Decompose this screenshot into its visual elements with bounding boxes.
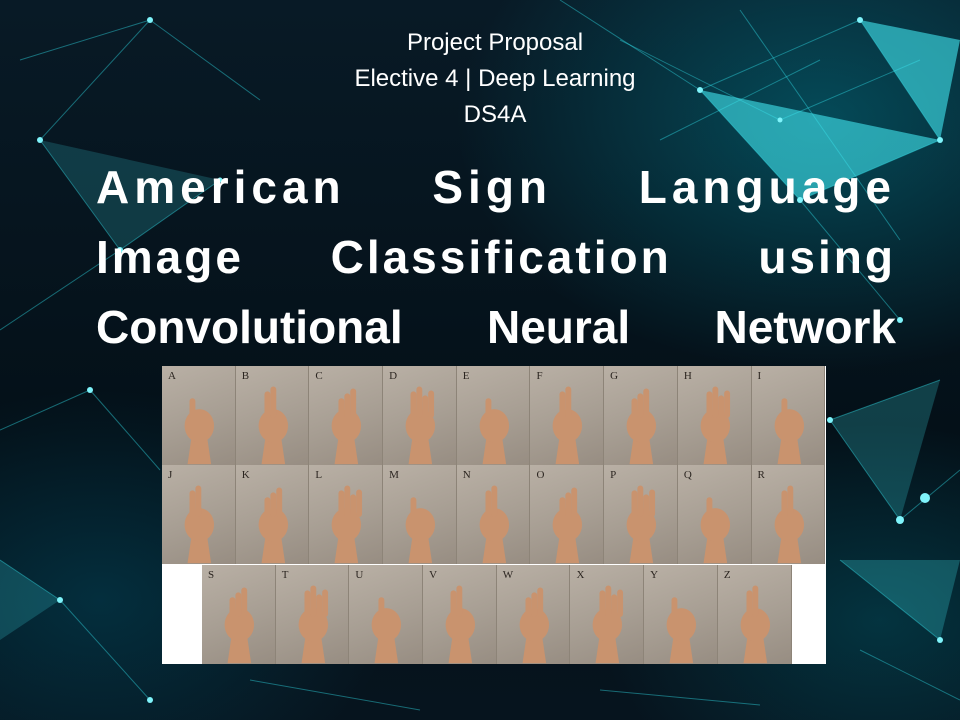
finger-shape: [276, 487, 282, 516]
finger-shape: [643, 494, 649, 517]
finger-shape: [566, 387, 572, 418]
palm-shape: [700, 508, 729, 541]
finger-shape: [560, 391, 566, 418]
finger-shape: [618, 589, 624, 617]
asl-letter-cell: [752, 465, 826, 564]
finger-shape: [718, 395, 724, 418]
asl-letter-cell: [309, 366, 383, 465]
finger-shape: [612, 594, 618, 617]
asl-letter-label: E: [462, 370, 470, 382]
finger-shape: [411, 391, 417, 418]
finger-shape: [752, 586, 758, 617]
hand-sign-icon: [162, 366, 235, 465]
asl-row-1: [162, 366, 825, 465]
finger-shape: [264, 391, 270, 418]
finger-shape: [525, 597, 531, 617]
asl-letter-cell: [349, 565, 423, 664]
finger-shape: [724, 390, 730, 418]
asl-letter-cell: [457, 465, 531, 564]
finger-shape: [560, 497, 566, 517]
asl-letter-cell: [678, 366, 752, 465]
finger-shape: [345, 486, 351, 517]
finger-shape: [566, 492, 572, 517]
finger-shape: [632, 490, 638, 517]
finger-shape: [485, 490, 491, 517]
finger-shape: [235, 592, 241, 617]
finger-shape: [451, 590, 457, 617]
asl-letter-label: U: [355, 569, 364, 581]
asl-letter-label: I: [757, 370, 762, 382]
hand-sign-icon: [530, 465, 603, 564]
finger-shape: [531, 592, 537, 617]
hand-sign-icon: [383, 465, 456, 564]
asl-letter-cell: [752, 366, 826, 465]
finger-shape: [241, 587, 247, 616]
asl-letter-label: P: [610, 469, 617, 481]
finger-shape: [339, 398, 345, 418]
asl-letter-cell: [383, 465, 457, 564]
asl-letter-label: M: [389, 469, 399, 481]
finger-shape: [270, 492, 276, 517]
asl-letter-cell: [383, 366, 457, 465]
hand-sign-icon: [457, 366, 530, 465]
asl-letter-label: Z: [723, 569, 731, 581]
finger-shape: [351, 388, 357, 417]
asl-letter-cell: [497, 565, 571, 664]
asl-letter-label: N: [462, 469, 471, 481]
finger-shape: [316, 594, 322, 617]
subtitle-line-2: Elective 4 | Deep Learning: [354, 65, 636, 92]
finger-shape: [416, 387, 422, 418]
asl-letter-cell: [236, 366, 310, 465]
palm-shape: [479, 409, 508, 442]
asl-letter-cell: [202, 565, 276, 664]
hand-sign-icon: [349, 565, 422, 664]
finger-shape: [422, 395, 428, 418]
subtitle-line-1: Project Proposal: [406, 29, 584, 56]
finger-shape: [230, 597, 236, 617]
asl-letter-label: G: [610, 370, 619, 382]
finger-shape: [781, 490, 787, 517]
asl-letter-cell: [162, 366, 236, 465]
asl-letter-label: S: [208, 569, 215, 581]
asl-letter-cell: [236, 465, 310, 564]
asl-letter-cell: [570, 565, 644, 664]
hand-sign-icon: [236, 366, 309, 465]
finger-shape: [270, 387, 276, 418]
finger-shape: [428, 390, 434, 418]
finger-shape: [357, 489, 363, 517]
palm-shape: [774, 409, 803, 442]
hand-sign-icon: [678, 465, 751, 564]
finger-shape: [322, 589, 328, 617]
hand-sign-icon: [276, 565, 349, 664]
finger-shape: [600, 590, 606, 617]
finger-shape: [195, 486, 201, 517]
hand-sign-icon: [604, 465, 677, 564]
asl-letter-cell: [276, 565, 350, 664]
hand-sign-icon: [530, 366, 603, 465]
palm-shape: [406, 508, 435, 541]
asl-letter-cell: [604, 465, 678, 564]
asl-letter-label: J: [168, 469, 173, 481]
asl-letter-label: H: [683, 370, 692, 382]
subtitle-line-3: DS4A: [463, 101, 527, 128]
hand-sign-icon: [202, 565, 275, 664]
hand-sign-icon: [752, 465, 825, 564]
finger-shape: [190, 398, 196, 418]
hand-sign-icon: [644, 565, 717, 664]
asl-row-2: [162, 465, 825, 564]
asl-letter-label: K: [241, 469, 250, 481]
hand-sign-icon: [236, 465, 309, 564]
asl-letter-label: T: [281, 569, 289, 581]
hand-sign-icon: [718, 565, 791, 664]
finger-shape: [632, 398, 638, 418]
asl-letter-label: V: [429, 569, 438, 581]
finger-shape: [746, 590, 752, 617]
finger-shape: [190, 490, 196, 517]
asl-letter-cell: [309, 465, 383, 564]
finger-shape: [411, 497, 417, 517]
finger-shape: [706, 391, 712, 418]
hand-sign-icon: [497, 565, 570, 664]
asl-letter-label: O: [536, 469, 545, 481]
hand-sign-icon: [752, 366, 825, 465]
asl-row-3: [202, 565, 792, 664]
asl-letter-cell: [644, 565, 718, 664]
title-line-2: Image Classification using: [96, 231, 896, 283]
asl-letter-label: D: [389, 370, 398, 382]
asl-letter-label: F: [536, 370, 543, 382]
palm-shape: [667, 608, 696, 641]
finger-shape: [491, 486, 497, 517]
title-line-1: American Sign Language: [96, 161, 896, 213]
asl-letter-label: L: [315, 469, 323, 481]
hand-sign-icon: [423, 565, 496, 664]
hand-sign-icon: [570, 565, 643, 664]
asl-letter-label: X: [576, 569, 585, 581]
finger-shape: [649, 489, 655, 517]
finger-shape: [304, 590, 310, 617]
finger-shape: [638, 486, 644, 517]
asl-letter-label: R: [757, 469, 765, 481]
hand-sign-icon: [383, 366, 456, 465]
asl-letter-label: C: [315, 370, 323, 382]
finger-shape: [351, 494, 357, 517]
finger-shape: [456, 586, 462, 617]
asl-letter-cell: [678, 465, 752, 564]
finger-shape: [572, 487, 578, 516]
finger-shape: [345, 393, 351, 418]
finger-shape: [672, 597, 678, 617]
finger-shape: [379, 597, 385, 617]
asl-alphabet-image: [162, 366, 826, 664]
asl-letter-cell: [530, 366, 604, 465]
finger-shape: [485, 398, 491, 418]
asl-letter-cell: [423, 565, 497, 664]
asl-letter-label: W: [502, 569, 514, 581]
asl-letter-label: Q: [683, 469, 692, 481]
finger-shape: [638, 393, 644, 418]
finger-shape: [643, 388, 649, 417]
asl-letter-cell: [457, 366, 531, 465]
finger-shape: [339, 490, 345, 517]
hand-sign-icon: [678, 366, 751, 465]
finger-shape: [706, 497, 712, 517]
title-line-3: Convolutional Neural Network: [96, 301, 896, 353]
hand-sign-icon: [457, 465, 530, 564]
hand-sign-icon: [162, 465, 235, 564]
palm-shape: [185, 409, 214, 442]
hand-sign-icon: [604, 366, 677, 465]
asl-letter-label: A: [168, 370, 176, 382]
palm-shape: [372, 608, 401, 641]
asl-letter-label: Y: [650, 569, 659, 581]
finger-shape: [712, 387, 718, 418]
finger-shape: [264, 497, 270, 517]
hand-sign-icon: [309, 465, 382, 564]
finger-shape: [781, 398, 787, 418]
finger-shape: [310, 586, 316, 617]
asl-letter-cell: [162, 465, 236, 564]
asl-letter-cell: [604, 366, 678, 465]
finger-shape: [606, 586, 612, 617]
hand-sign-icon: [309, 366, 382, 465]
asl-letter-cell: [530, 465, 604, 564]
asl-letter-cell: [718, 565, 792, 664]
finger-shape: [787, 486, 793, 517]
asl-letter-label: B: [241, 370, 250, 382]
finger-shape: [537, 587, 543, 616]
